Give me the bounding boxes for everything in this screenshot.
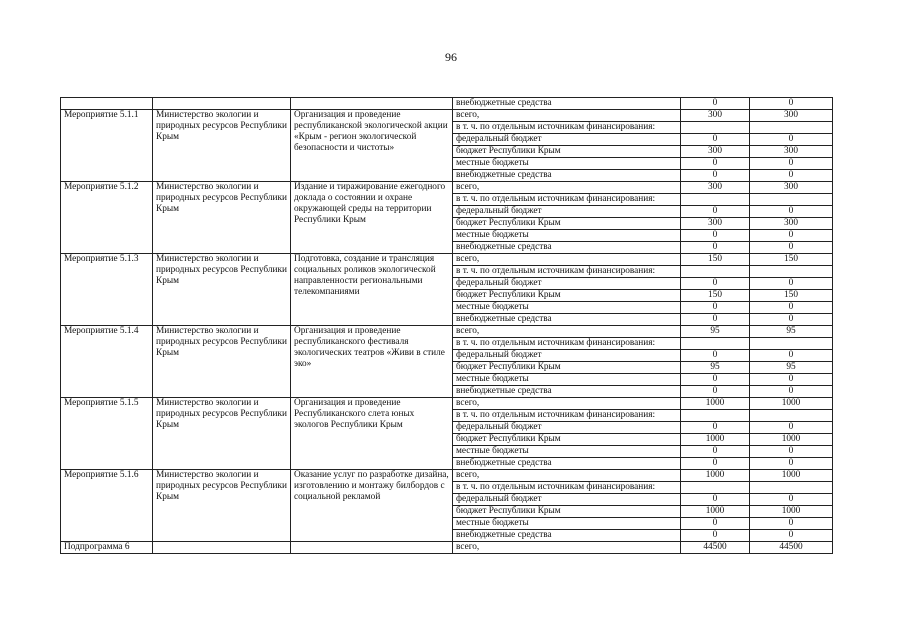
value-cell-year2: 0 (750, 302, 833, 314)
value-cell-year1: 0 (681, 458, 750, 470)
measure-cell: Мероприятие 5.1.3 (61, 254, 153, 326)
value-cell-year2: 95 (750, 326, 833, 338)
value-cell-year2: 0 (750, 242, 833, 254)
table-row (61, 110, 833, 122)
table-row-subprogram (61, 542, 833, 554)
funding-source-cell: бюджет Республики Крым (453, 434, 681, 446)
value-cell-year2: 1000 (750, 434, 833, 446)
value-cell-year2: 1000 (750, 470, 833, 482)
value-cell-year1: 0 (681, 302, 750, 314)
funding-source-cell: внебюджетные средства (453, 170, 681, 182)
value-cell-year2: 150 (750, 254, 833, 266)
funding-source-cell: внебюджетные средства (453, 386, 681, 398)
measure-cell: Мероприятие 5.1.4 (61, 326, 153, 398)
value-cell-year2: 0 (750, 158, 833, 170)
funding-source-cell: бюджет Республики Крым (453, 218, 681, 230)
value-cell-year1 (681, 482, 750, 494)
ministry-cell (153, 542, 291, 554)
funding-source-cell: в т. ч. по отдельным источникам финансирования: (453, 410, 681, 422)
value-cell-year1: 0 (681, 170, 750, 182)
value-cell-year1: 44500 (681, 542, 750, 554)
value-cell-year1: 0 (681, 98, 750, 110)
funding-source-cell: федеральный бюджет (453, 278, 681, 290)
value-cell-year2: 95 (750, 362, 833, 374)
value-cell-year1: 0 (681, 530, 750, 542)
budget-table (60, 97, 833, 554)
table-row (61, 326, 833, 338)
funding-source-cell: в т. ч. по отдельным источникам финансирования: (453, 122, 681, 134)
budget-table-body (61, 98, 833, 554)
event-cell (291, 542, 453, 554)
measure-cell (61, 98, 153, 110)
value-cell-year2: 0 (750, 278, 833, 290)
value-cell-year1: 1000 (681, 506, 750, 518)
value-cell-year1: 300 (681, 182, 750, 194)
measure-cell: Мероприятие 5.1.5 (61, 398, 153, 470)
value-cell-year2: 0 (750, 518, 833, 530)
value-cell-year1: 0 (681, 386, 750, 398)
ministry-cell (153, 98, 291, 110)
value-cell-year1: 0 (681, 314, 750, 326)
ministry-cell: Министерство экологии и природных ресурсов Республики Крым (153, 254, 291, 326)
value-cell-year1: 1000 (681, 434, 750, 446)
value-cell-year1: 0 (681, 230, 750, 242)
funding-source-cell: всего, (453, 398, 681, 410)
funding-source-cell: в т. ч. по отдельным источникам финансирования: (453, 482, 681, 494)
funding-source-cell: местные бюджеты (453, 230, 681, 242)
value-cell-year1: 0 (681, 158, 750, 170)
value-cell-year1: 0 (681, 374, 750, 386)
funding-source-cell: всего, (453, 110, 681, 122)
funding-source-cell: федеральный бюджет (453, 206, 681, 218)
event-cell: Подготовка, создание и трансляция социальных роликов экологической направленности региональными телекомпаниями (291, 254, 453, 326)
value-cell-year1 (681, 122, 750, 134)
value-cell-year2: 0 (750, 134, 833, 146)
funding-source-cell: внебюджетные средства (453, 530, 681, 542)
funding-source-cell: бюджет Республики Крым (453, 362, 681, 374)
value-cell-year2: 1000 (750, 398, 833, 410)
funding-source-cell: в т. ч. по отдельным источникам финансирования: (453, 194, 681, 206)
funding-source-cell: всего, (453, 326, 681, 338)
value-cell-year2: 1000 (750, 506, 833, 518)
value-cell-year2: 0 (750, 386, 833, 398)
funding-source-cell: всего, (453, 182, 681, 194)
funding-source-cell: внебюджетные средства (453, 242, 681, 254)
funding-source-cell: в т. ч. по отдельным источникам финансирования: (453, 338, 681, 350)
value-cell-year2: 0 (750, 374, 833, 386)
funding-source-cell: бюджет Республики Крым (453, 146, 681, 158)
value-cell-year1: 150 (681, 254, 750, 266)
value-cell-year1: 300 (681, 218, 750, 230)
measure-cell: Мероприятие 5.1.6 (61, 470, 153, 542)
event-cell: Организация и проведение республиканского фестиваля экологических театров «Живи в стиле эко» (291, 326, 453, 398)
funding-source-cell: федеральный бюджет (453, 350, 681, 362)
table-row (61, 98, 833, 110)
value-cell-year2: 300 (750, 146, 833, 158)
funding-source-cell: местные бюджеты (453, 302, 681, 314)
value-cell-year2: 0 (750, 530, 833, 542)
value-cell-year2 (750, 194, 833, 206)
funding-source-cell: местные бюджеты (453, 446, 681, 458)
funding-source-cell: местные бюджеты (453, 374, 681, 386)
value-cell-year1: 95 (681, 326, 750, 338)
ministry-cell: Министерство экологии и природных ресурсов Республики Крым (153, 182, 291, 254)
ministry-cell: Министерство экологии и природных ресурсов Республики Крым (153, 326, 291, 398)
table-row (61, 254, 833, 266)
value-cell-year1: 0 (681, 278, 750, 290)
value-cell-year2: 0 (750, 170, 833, 182)
value-cell-year1 (681, 410, 750, 422)
funding-source-cell: бюджет Республики Крым (453, 290, 681, 302)
funding-source-cell: местные бюджеты (453, 518, 681, 530)
value-cell-year1: 0 (681, 494, 750, 506)
value-cell-year2: 150 (750, 290, 833, 302)
funding-source-cell: всего, (453, 542, 681, 554)
ministry-cell: Министерство экологии и природных ресурсов Республики Крым (153, 398, 291, 470)
measure-cell: Мероприятие 5.1.1 (61, 110, 153, 182)
value-cell-year2: 0 (750, 206, 833, 218)
value-cell-year1: 0 (681, 446, 750, 458)
event-cell: Организация и проведение Республиканского слета юных экологов Республики Крым (291, 398, 453, 470)
funding-source-cell: бюджет Республики Крым (453, 506, 681, 518)
value-cell-year1 (681, 194, 750, 206)
table-row (61, 470, 833, 482)
event-cell: Издание и тиражирование ежегодного доклада о состоянии и охране окружающей среды на территории Республики Крым (291, 182, 453, 254)
funding-source-cell: всего, (453, 470, 681, 482)
funding-source-cell: местные бюджеты (453, 158, 681, 170)
funding-source-cell: федеральный бюджет (453, 422, 681, 434)
value-cell-year2: 300 (750, 110, 833, 122)
value-cell-year2: 0 (750, 98, 833, 110)
event-cell: Оказание услуг по разработке дизайна, изготовлению и монтажу билбордов с социальной рекламой (291, 470, 453, 542)
value-cell-year2 (750, 410, 833, 422)
value-cell-year2: 0 (750, 350, 833, 362)
value-cell-year2: 0 (750, 422, 833, 434)
value-cell-year1: 0 (681, 134, 750, 146)
value-cell-year1: 300 (681, 110, 750, 122)
event-cell: Организация и проведение республиканской экологической акции «Крым - регион экологической безопасности и чистоты» (291, 110, 453, 182)
funding-source-cell: внебюджетные средства (453, 98, 681, 110)
value-cell-year2: 0 (750, 230, 833, 242)
value-cell-year2: 0 (750, 446, 833, 458)
value-cell-year1: 0 (681, 422, 750, 434)
ministry-cell: Министерство экологии и природных ресурсов Республики Крым (153, 470, 291, 542)
value-cell-year1: 300 (681, 146, 750, 158)
funding-source-cell: внебюджетные средства (453, 458, 681, 470)
value-cell-year1: 0 (681, 206, 750, 218)
value-cell-year1: 0 (681, 242, 750, 254)
value-cell-year2: 0 (750, 314, 833, 326)
value-cell-year2 (750, 122, 833, 134)
funding-source-cell: федеральный бюджет (453, 134, 681, 146)
funding-source-cell: в т. ч. по отдельным источникам финансирования: (453, 266, 681, 278)
value-cell-year1: 95 (681, 362, 750, 374)
table-row (61, 398, 833, 410)
value-cell-year1: 0 (681, 350, 750, 362)
value-cell-year2: 300 (750, 218, 833, 230)
page-number: 96 (445, 50, 457, 64)
value-cell-year1 (681, 266, 750, 278)
event-cell (291, 98, 453, 110)
value-cell-year2 (750, 482, 833, 494)
value-cell-year2: 0 (750, 458, 833, 470)
table-row (61, 182, 833, 194)
measure-cell: Мероприятие 5.1.2 (61, 182, 153, 254)
value-cell-year1: 1000 (681, 398, 750, 410)
value-cell-year1: 150 (681, 290, 750, 302)
value-cell-year2: 0 (750, 494, 833, 506)
funding-source-cell: федеральный бюджет (453, 494, 681, 506)
funding-source-cell: внебюджетные средства (453, 314, 681, 326)
value-cell-year2 (750, 266, 833, 278)
value-cell-year1 (681, 338, 750, 350)
measure-cell: Подпрограмма 6 (61, 542, 153, 554)
value-cell-year1: 0 (681, 518, 750, 530)
value-cell-year2 (750, 338, 833, 350)
value-cell-year2: 44500 (750, 542, 833, 554)
ministry-cell: Министерство экологии и природных ресурсов Республики Крым (153, 110, 291, 182)
value-cell-year2: 300 (750, 182, 833, 194)
funding-source-cell: всего, (453, 254, 681, 266)
value-cell-year1: 1000 (681, 470, 750, 482)
